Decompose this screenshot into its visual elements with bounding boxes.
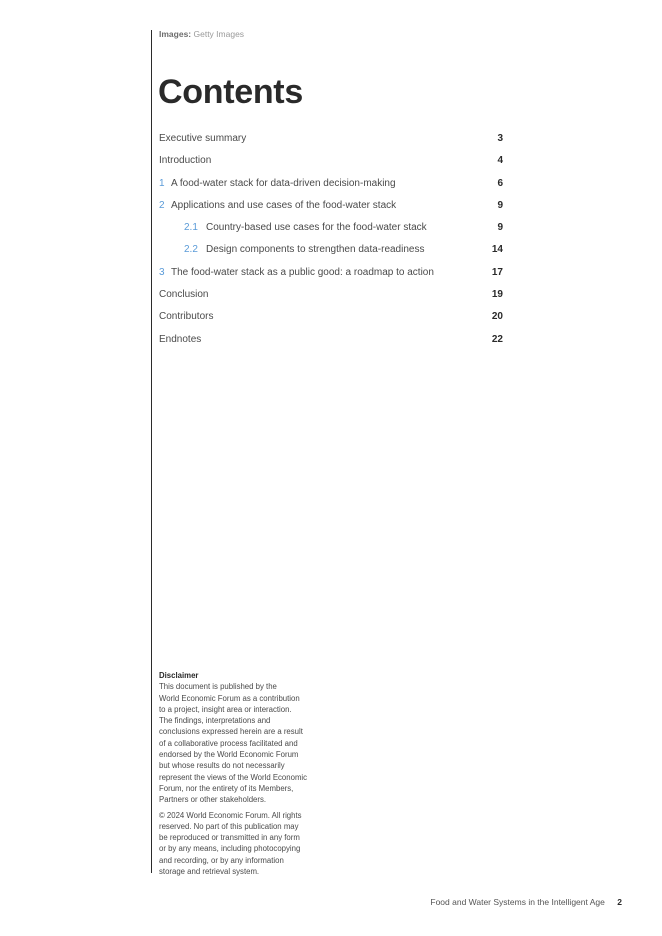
- toc-entry-label: Endnotes: [159, 333, 202, 345]
- disclaimer-line: represent the views of the World Economic: [159, 772, 308, 782]
- disclaimer-line: but whose results do not necessarily: [159, 761, 285, 771]
- disclaimer-line: World Economic Forum as a contribution: [159, 693, 300, 703]
- copyright-line: © 2024 World Economic Forum. All rights: [159, 810, 302, 820]
- copyright-line: and recording, or by any information: [159, 855, 284, 865]
- toc-page-number: 17: [491, 266, 503, 278]
- copyright-line: reserved. No part of this publication may: [159, 821, 299, 831]
- toc-entry-section-1[interactable]: [159, 177, 503, 199]
- disclaimer-line: This document is published by the: [159, 682, 277, 692]
- toc-page-number: 4: [497, 155, 503, 167]
- toc-page-number: 6: [497, 177, 503, 189]
- toc-entry-section-2-2[interactable]: [159, 243, 503, 265]
- toc-entry-label: Introduction: [159, 155, 212, 167]
- toc-entry-introduction[interactable]: [159, 154, 503, 176]
- toc-page-number: 9: [497, 222, 503, 234]
- disclaimer-title: Disclaimer: [159, 671, 199, 680]
- margin-rule: [151, 30, 152, 873]
- disclaimer-line: The findings, interpretations and: [159, 716, 271, 726]
- image-credit-label: Images:: [159, 29, 192, 39]
- toc-section-number: 3: [159, 266, 165, 278]
- image-credit-text: Getty Images: [193, 29, 245, 39]
- toc-section-number: 1: [159, 177, 165, 189]
- toc-entry-executive-summary[interactable]: [159, 132, 503, 154]
- toc-entry-section-2[interactable]: [159, 199, 503, 221]
- toc-section-number: 2.2: [184, 244, 198, 256]
- toc-entry-label: Executive summary: [159, 133, 247, 144]
- toc-section-number: 2.1: [184, 222, 198, 234]
- toc-entry-label: Country-based use cases for the food-water stack: [206, 222, 427, 234]
- toc-entry-contributors[interactable]: [159, 310, 503, 332]
- page-title: Contents: [158, 73, 303, 111]
- image-credit: [159, 29, 244, 39]
- copyright-line: storage and retrieval system.: [159, 867, 260, 877]
- disclaimer: [159, 670, 319, 877]
- table-of-contents: [159, 132, 503, 355]
- disclaimer-body: [159, 681, 319, 805]
- copyright-line: or by any means, including photocopying: [159, 844, 301, 854]
- toc-entry-label: Conclusion: [159, 289, 209, 301]
- footer-page-number: 2: [617, 897, 622, 907]
- copyright-notice: [159, 810, 319, 878]
- disclaimer-line: conclusions expressed herein are a result: [159, 727, 303, 737]
- toc-page-number: 22: [491, 333, 503, 345]
- toc-entry-label: Contributors: [159, 311, 214, 323]
- disclaimer-line: to a project, insight area or interaction.: [159, 704, 292, 714]
- page-footer: [430, 897, 622, 907]
- toc-entry-label: A food-water stack for data-driven decision-making: [171, 177, 396, 189]
- toc-entry-conclusion[interactable]: [159, 288, 503, 310]
- toc-page-number: 14: [491, 244, 503, 256]
- disclaimer-line: of a collaborative process facilitated and: [159, 738, 298, 748]
- toc-page-number: 9: [497, 199, 503, 211]
- toc-entry-label: Design components to strengthen data-readiness: [206, 244, 425, 256]
- toc-entry-label: The food-water stack as a public good: a roadmap to action: [171, 266, 434, 278]
- disclaimer-line: Partners or other stakeholders.: [159, 795, 267, 805]
- disclaimer-line: endorsed by the World Economic Forum: [159, 750, 299, 760]
- toc-entry-label: Applications and use cases of the food-water stack: [171, 199, 397, 211]
- disclaimer-line: Forum, nor the entirety of its Members,: [159, 783, 294, 793]
- copyright-line: be reproduced or transmitted in any form: [159, 833, 300, 843]
- footer-title: Food and Water Systems in the Intelligent Age: [430, 897, 605, 907]
- toc-section-number: 2: [159, 199, 165, 211]
- toc-page-number: 3: [497, 133, 503, 144]
- toc-entry-section-2-1[interactable]: [159, 221, 503, 243]
- toc-page-number: 20: [491, 311, 503, 323]
- toc-entry-endnotes[interactable]: [159, 333, 503, 355]
- toc-page-number: 19: [491, 289, 503, 301]
- toc-entry-section-3[interactable]: [159, 266, 503, 288]
